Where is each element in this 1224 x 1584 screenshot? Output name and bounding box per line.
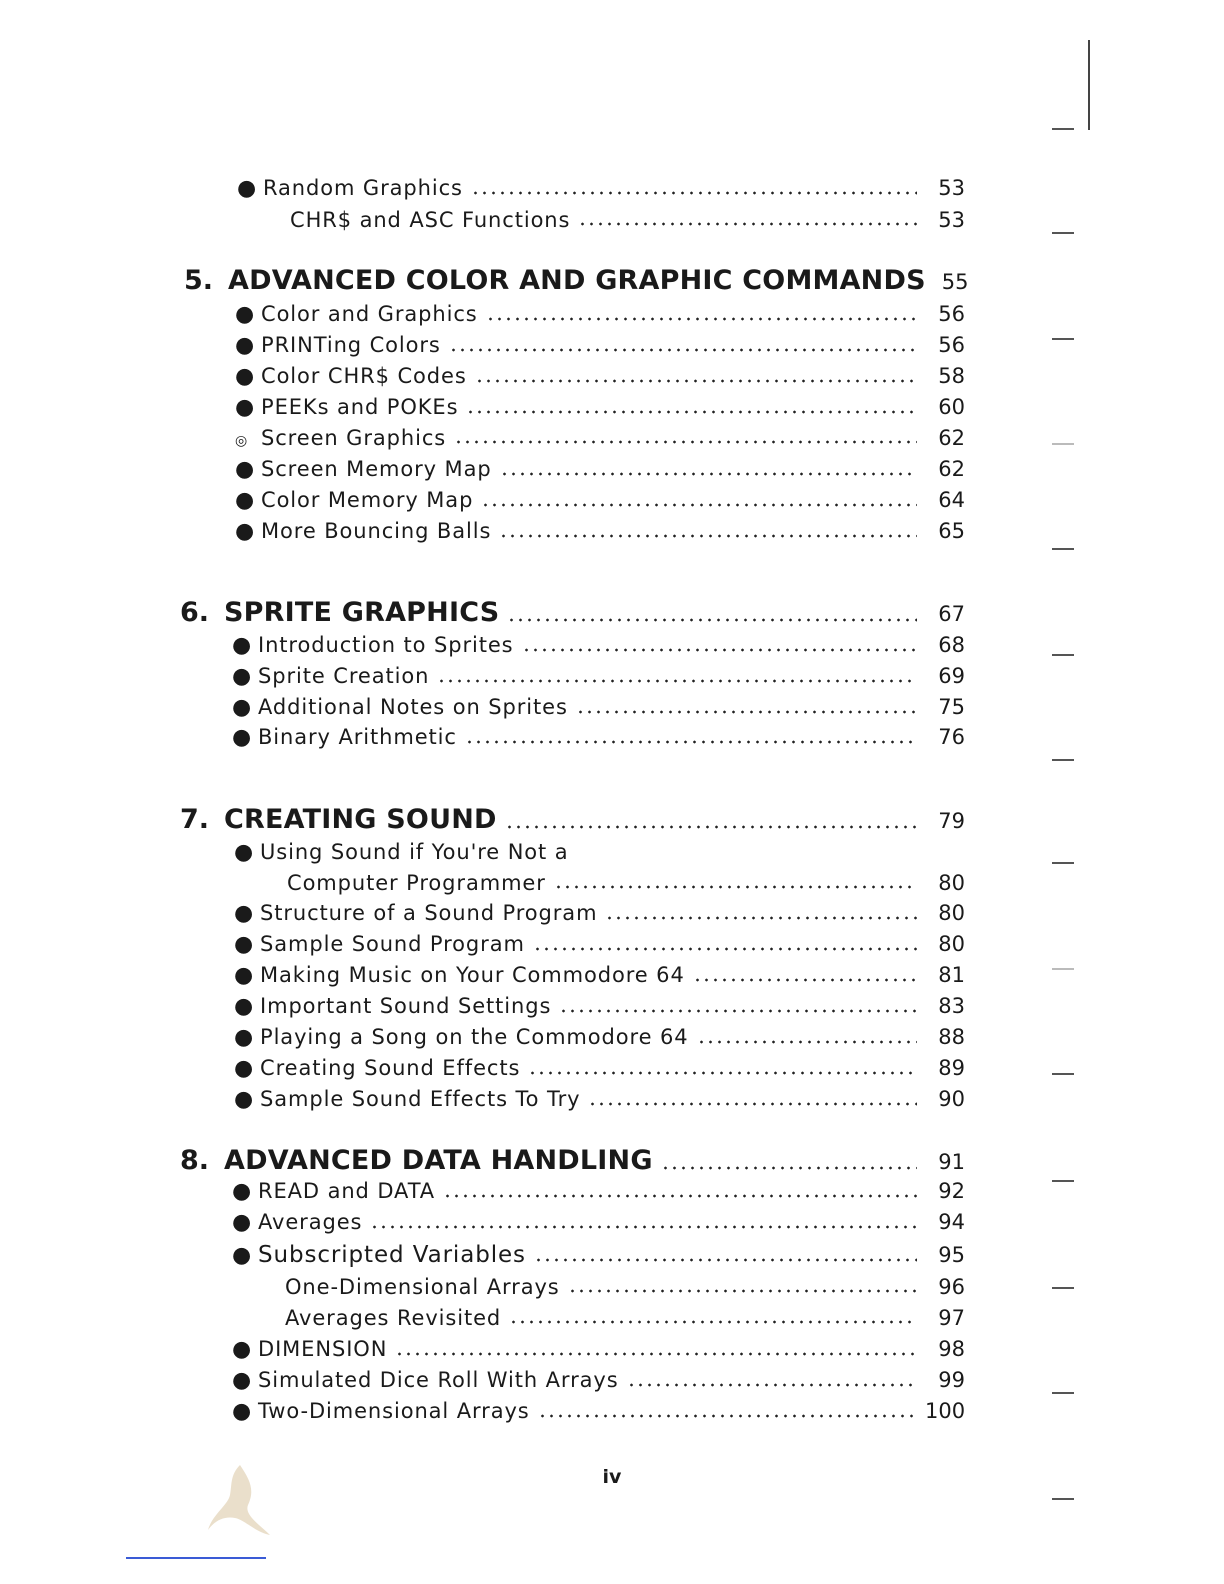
dot-leader xyxy=(605,916,917,920)
bullet-icon: ● xyxy=(235,488,255,513)
scan-edge-mark xyxy=(1052,548,1074,550)
scan-edge-mark xyxy=(1052,1498,1074,1500)
dot-leader xyxy=(693,978,917,982)
bullet-icon: ● xyxy=(232,695,252,720)
bullet-icon: ● xyxy=(234,932,254,957)
toc-entry xyxy=(232,1179,965,1204)
toc-subentry xyxy=(285,1306,965,1330)
toc-entry-label: Additional Notes on Sprites xyxy=(258,695,568,719)
scan-edge-mark xyxy=(1052,759,1074,761)
toc-entry-label: Introduction to Sprites xyxy=(258,633,514,657)
bullet-icon: ● xyxy=(234,901,254,926)
toc-entry xyxy=(235,395,965,420)
dot-leader xyxy=(471,191,917,195)
bullet-icon: ● xyxy=(234,1087,254,1112)
toc-entry-page: 58 xyxy=(938,364,965,388)
chapter-title: ADVANCED COLOR AND GRAPHIC COMMANDS xyxy=(228,265,926,296)
toc-entry xyxy=(232,1242,965,1268)
bullet-icon: ● xyxy=(237,176,257,201)
toc-entry xyxy=(235,364,965,389)
toc-entry-label: Structure of a Sound Program xyxy=(260,901,598,925)
dot-leader xyxy=(395,1352,917,1356)
toc-entry-label: Binary Arithmetic xyxy=(258,725,457,749)
toc-entry-page: 75 xyxy=(938,695,965,719)
toc-subentry xyxy=(287,871,965,895)
toc-entry-label: PEEKs and POKEs xyxy=(261,395,459,419)
toc-entry xyxy=(234,994,965,1019)
toc-entry xyxy=(234,963,965,988)
chapter-heading xyxy=(224,804,965,835)
toc-entry-label: Making Music on Your Commodore 64 xyxy=(260,963,685,987)
toc-entry-label: Important Sound Settings xyxy=(260,994,552,1018)
scan-edge-mark xyxy=(1052,1287,1074,1289)
toc-subentry xyxy=(290,208,965,232)
dot-leader xyxy=(534,1258,917,1262)
toc-entry-page: 62 xyxy=(938,426,965,450)
toc-entry xyxy=(234,840,965,865)
dot-leader xyxy=(505,825,917,829)
chapter-title: ADVANCED DATA HANDLING xyxy=(224,1145,653,1176)
dot-leader xyxy=(507,618,917,622)
scan-edge-mark xyxy=(1052,128,1074,130)
toc-entry-label: Color and Graphics xyxy=(261,302,478,326)
toc-entry-label: DIMENSION xyxy=(258,1337,388,1361)
paper-stain xyxy=(200,1460,280,1540)
toc-entry xyxy=(235,519,965,544)
dot-leader xyxy=(568,1289,917,1293)
toc-entry-label: Color Memory Map xyxy=(261,488,474,512)
toc-entry-page: 94 xyxy=(938,1210,965,1234)
toc-entry-page: 56 xyxy=(938,333,965,357)
toc-entry-page: 76 xyxy=(938,725,965,749)
dot-leader xyxy=(449,348,917,352)
toc-entry-label: Sprite Creation xyxy=(258,664,430,688)
toc-entry-page: 60 xyxy=(938,395,965,419)
toc-entry-page: 69 xyxy=(938,664,965,688)
bullet-icon: ● xyxy=(235,364,255,389)
toc-entry xyxy=(232,1368,965,1393)
dot-leader xyxy=(533,947,917,951)
chapter-page: 91 xyxy=(938,1150,965,1174)
chapter-number: 6. xyxy=(180,597,210,628)
chapter-number: 5. xyxy=(184,265,214,296)
bullet-icon: ● xyxy=(232,1179,252,1204)
toc-entry xyxy=(235,426,965,450)
bullet-icon: ● xyxy=(232,1399,252,1424)
dot-leader xyxy=(528,1071,917,1075)
toc-entry xyxy=(232,1210,965,1235)
dot-leader xyxy=(481,503,917,507)
toc-entry-page: 64 xyxy=(938,488,965,512)
dot-leader xyxy=(509,1320,917,1324)
bullet-icon: ● xyxy=(234,963,254,988)
scan-blue-line xyxy=(126,1557,266,1559)
scan-edge-mark xyxy=(1052,654,1074,656)
dot-leader xyxy=(522,648,917,652)
scan-edge-mark xyxy=(1052,968,1074,970)
scan-edge-mark xyxy=(1052,862,1074,864)
toc-entry xyxy=(232,695,965,720)
toc-entry-page: 98 xyxy=(938,1337,965,1361)
page-number: iv xyxy=(602,1466,622,1488)
dot-leader xyxy=(554,885,917,889)
toc-entry-page: 92 xyxy=(938,1179,965,1203)
dot-leader xyxy=(697,1040,918,1044)
toc-entry-label: Random Graphics xyxy=(263,176,463,200)
toc-entry-label: Sample Sound Effects To Try xyxy=(260,1087,581,1111)
toc-entry-label: Simulated Dice Roll With Arrays xyxy=(258,1368,619,1392)
scan-edge-mark xyxy=(1052,1073,1074,1075)
chapter-number: 7. xyxy=(180,804,210,835)
toc-entry-page: 83 xyxy=(938,994,965,1018)
dot-leader xyxy=(465,740,917,744)
dot-leader xyxy=(486,317,917,321)
toc-entry-page: 100 xyxy=(925,1399,966,1423)
toc-entry-page: 99 xyxy=(938,1368,965,1392)
toc-entry-label: Two-Dimensional Arrays xyxy=(258,1399,530,1423)
bullet-icon: ● xyxy=(232,1368,252,1393)
bullet-icon: ● xyxy=(232,1210,252,1235)
bullet-icon: ● xyxy=(232,1337,252,1362)
bullet-icon: ● xyxy=(234,1056,254,1081)
toc-entry-label: Playing a Song on the Commodore 64 xyxy=(260,1025,689,1049)
toc-entry-page: 65 xyxy=(938,519,965,543)
bullet-icon: ● xyxy=(235,457,255,482)
toc-entry xyxy=(232,664,965,689)
toc-entry xyxy=(232,633,965,658)
toc-entry-label: Using Sound if You're Not a xyxy=(260,840,569,864)
toc-entry xyxy=(235,457,965,482)
toc-entry-label: Averages Revisited xyxy=(285,1306,502,1330)
dot-leader xyxy=(559,1009,917,1013)
bullet-icon: ● xyxy=(234,840,254,865)
toc-entry xyxy=(237,176,965,201)
toc-entry-page: 89 xyxy=(938,1056,965,1080)
bullet-icon: ◎ xyxy=(235,433,248,449)
toc-entry-page: 56 xyxy=(938,302,965,326)
bullet-icon: ● xyxy=(234,994,254,1019)
toc-entry xyxy=(232,1399,965,1424)
toc-entry-label: Color CHR$ Codes xyxy=(261,364,467,388)
dot-leader xyxy=(466,410,917,414)
chapter-page: 79 xyxy=(938,809,965,833)
toc-entry-page: 97 xyxy=(938,1306,965,1330)
toc-entry-page: 53 xyxy=(938,208,965,232)
toc-entry-label: More Bouncing Balls xyxy=(261,519,492,543)
scan-edge-line xyxy=(1088,40,1090,130)
toc-entry-page: 68 xyxy=(938,633,965,657)
dot-leader xyxy=(370,1225,917,1229)
toc-entry-label: One-Dimensional Arrays xyxy=(285,1275,560,1299)
dot-leader xyxy=(661,1166,917,1170)
toc-entry-page: 80 xyxy=(938,871,965,895)
dot-leader xyxy=(500,472,917,476)
toc-entry-page: 96 xyxy=(938,1275,965,1299)
toc-entry xyxy=(235,302,965,327)
toc-entry-label: Screen Memory Map xyxy=(261,457,492,481)
scan-edge-mark xyxy=(1052,338,1074,340)
scan-edge-mark xyxy=(1052,443,1074,445)
toc-entry-label: Creating Sound Effects xyxy=(260,1056,521,1080)
dot-leader xyxy=(499,534,917,538)
scan-edge-mark xyxy=(1052,1180,1074,1182)
toc-entry xyxy=(234,1056,965,1081)
chapter-page: 55 xyxy=(941,270,969,294)
bullet-icon: ● xyxy=(232,633,252,658)
toc-entry xyxy=(234,932,965,957)
scan-edge-mark xyxy=(1052,232,1074,234)
bullet-icon: ● xyxy=(235,302,255,327)
dot-leader xyxy=(588,1102,917,1106)
chapter-page: 67 xyxy=(938,602,965,626)
toc-entry-label: READ and DATA xyxy=(258,1179,436,1203)
dot-leader xyxy=(454,440,917,444)
toc-entry-label: CHR$ and ASC Functions xyxy=(290,208,571,232)
dot-leader xyxy=(475,379,917,383)
chapter-heading xyxy=(228,265,969,296)
toc-entry xyxy=(235,488,965,513)
bullet-icon: ● xyxy=(235,395,255,420)
toc-entry-page: 95 xyxy=(938,1243,965,1267)
chapter-title: CREATING SOUND xyxy=(224,804,497,835)
toc-entry-label: Sample Sound Program xyxy=(260,932,525,956)
toc-subentry xyxy=(285,1275,965,1299)
dot-leader xyxy=(627,1383,917,1387)
dot-leader xyxy=(437,679,917,683)
toc-entry-page: 80 xyxy=(938,901,965,925)
toc-entry xyxy=(235,333,965,358)
toc-entry xyxy=(234,1087,965,1112)
toc-entry-page: 53 xyxy=(938,176,965,200)
toc-entry-page: 90 xyxy=(938,1087,965,1111)
toc-entry xyxy=(232,1337,965,1362)
dot-leader xyxy=(578,222,917,226)
chapter-title: SPRITE GRAPHICS xyxy=(224,597,500,628)
toc-entry xyxy=(232,725,965,750)
toc-entry xyxy=(234,1025,965,1050)
dot-leader xyxy=(576,710,917,714)
bullet-icon: ● xyxy=(234,1025,254,1050)
bullet-icon: ● xyxy=(235,519,255,544)
toc-entry-page: 62 xyxy=(938,457,965,481)
chapter-number: 8. xyxy=(180,1145,210,1176)
chapter-heading xyxy=(224,1145,965,1176)
scan-edge-mark xyxy=(1052,1392,1074,1394)
toc-entry-page: 81 xyxy=(938,963,965,987)
toc-entry-label: Averages xyxy=(258,1210,363,1234)
bullet-icon: ● xyxy=(235,333,255,358)
toc-entry-label: PRINTing Colors xyxy=(261,333,441,357)
toc-entry-label: Computer Programmer xyxy=(287,871,546,895)
dot-leader xyxy=(443,1194,917,1198)
dot-leader xyxy=(538,1414,917,1418)
toc-entry-page: 88 xyxy=(938,1025,965,1049)
toc-entry-label: Screen Graphics xyxy=(261,426,447,450)
toc-entry-page: 80 xyxy=(938,932,965,956)
toc-entry xyxy=(234,901,965,926)
toc-entry-label: Subscripted Variables xyxy=(258,1242,526,1268)
bullet-icon: ● xyxy=(232,725,252,750)
bullet-icon: ● xyxy=(232,1243,252,1268)
bullet-icon: ● xyxy=(232,664,252,689)
chapter-heading xyxy=(224,597,965,628)
